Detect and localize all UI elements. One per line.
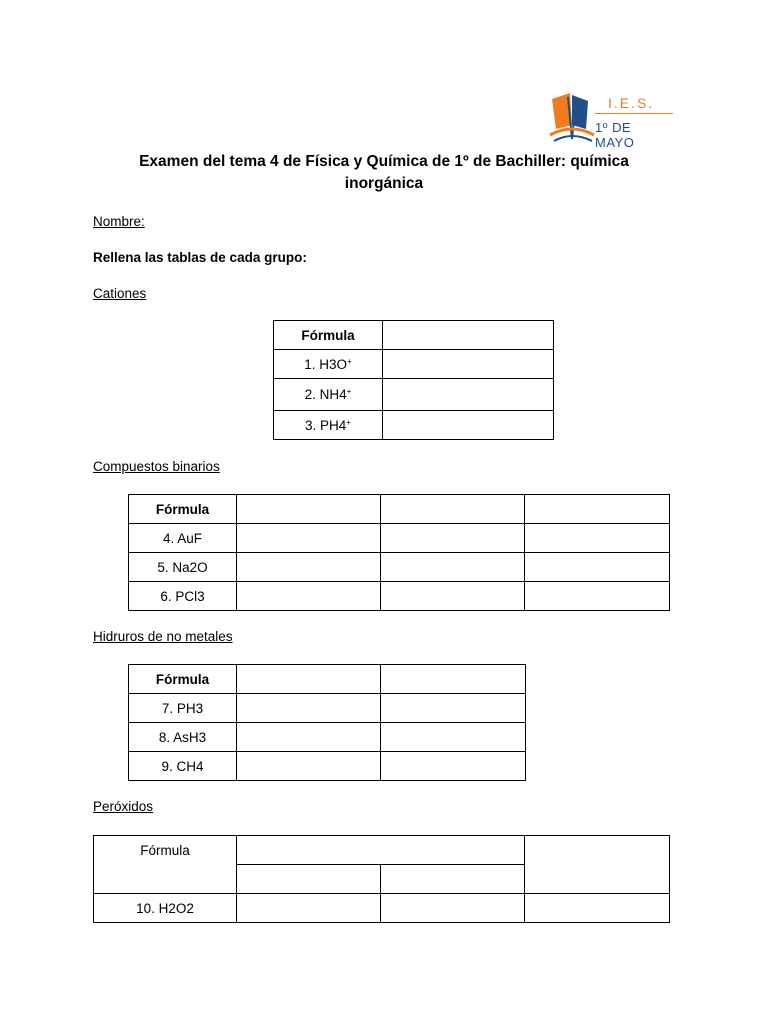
logo-ies-text: I.E.S. <box>608 95 655 111</box>
answer-cell[interactable] <box>381 582 525 611</box>
table-binarios <box>128 494 670 611</box>
formula-cell: 5. Na2O <box>129 553 237 582</box>
answer-cell[interactable] <box>237 495 381 524</box>
formula-cell: 1. H3O+ <box>274 350 383 379</box>
section-heading-hidruros: Hidruros de no metales <box>93 629 233 644</box>
answer-cell[interactable] <box>237 723 381 752</box>
table-cationes <box>273 320 554 440</box>
answer-cell[interactable] <box>237 582 381 611</box>
answer-cell[interactable] <box>525 524 670 553</box>
school-logo-icon <box>548 89 598 145</box>
table-hidruros <box>128 664 526 781</box>
table-header-formula: Fórmula <box>129 495 237 524</box>
answer-cell[interactable] <box>237 865 381 894</box>
table-header-formula: Fórmula <box>94 836 237 894</box>
table-peroxidos <box>93 835 670 923</box>
formula-cell: 8. AsH3 <box>129 723 237 752</box>
answer-cell[interactable] <box>381 694 526 723</box>
answer-cell[interactable] <box>237 665 381 694</box>
answer-cell[interactable] <box>237 752 381 781</box>
answer-cell[interactable] <box>383 321 554 350</box>
instruction-text: Rellena las tablas de cada grupo: <box>93 250 307 265</box>
school-logo <box>548 89 674 150</box>
answer-cell[interactable] <box>525 582 670 611</box>
answer-cell[interactable] <box>237 524 381 553</box>
formula-cell: 3. PH4+ <box>274 411 383 440</box>
answer-cell[interactable] <box>381 752 526 781</box>
answer-cell[interactable] <box>381 553 525 582</box>
answer-cell[interactable] <box>381 723 526 752</box>
answer-cell[interactable] <box>381 524 525 553</box>
formula-cell: 4. AuF <box>129 524 237 553</box>
logo-mayo-text: 1º DE MAYO <box>595 120 635 150</box>
table-header-formula: Fórmula <box>274 321 383 350</box>
section-heading-peroxidos: Peróxidos <box>93 799 154 814</box>
answer-cell[interactable] <box>381 495 525 524</box>
formula-cell: 6. PCl3 <box>129 582 237 611</box>
answer-cell[interactable] <box>525 894 670 923</box>
answer-cell[interactable] <box>381 894 525 923</box>
answer-cell[interactable] <box>525 836 670 894</box>
answer-cell[interactable] <box>237 694 381 723</box>
formula-cell: 9. CH4 <box>129 752 237 781</box>
section-heading-binarios: Compuestos binarios <box>93 459 220 474</box>
answer-cell[interactable] <box>237 836 525 865</box>
answer-cell[interactable] <box>383 379 554 411</box>
answer-cell[interactable] <box>383 411 554 440</box>
section-heading-cationes: Cationes <box>93 286 147 301</box>
answer-cell[interactable] <box>525 495 670 524</box>
exam-title: Examen del tema 4 de Física y Química de 1º de Bachiller: química inorgánica <box>139 153 629 192</box>
answer-cell[interactable] <box>237 894 381 923</box>
answer-cell[interactable] <box>383 350 554 379</box>
answer-cell[interactable] <box>381 865 525 894</box>
formula-cell: 10. H2O2 <box>94 894 237 923</box>
logo-divider <box>595 113 673 114</box>
answer-cell[interactable] <box>525 553 670 582</box>
answer-cell[interactable] <box>237 553 381 582</box>
formula-cell: 2. NH4+ <box>274 379 383 411</box>
nombre-label: Nombre: <box>93 214 145 229</box>
formula-cell: 7. PH3 <box>129 694 237 723</box>
answer-cell[interactable] <box>381 665 526 694</box>
table-header-formula: Fórmula <box>129 665 237 694</box>
